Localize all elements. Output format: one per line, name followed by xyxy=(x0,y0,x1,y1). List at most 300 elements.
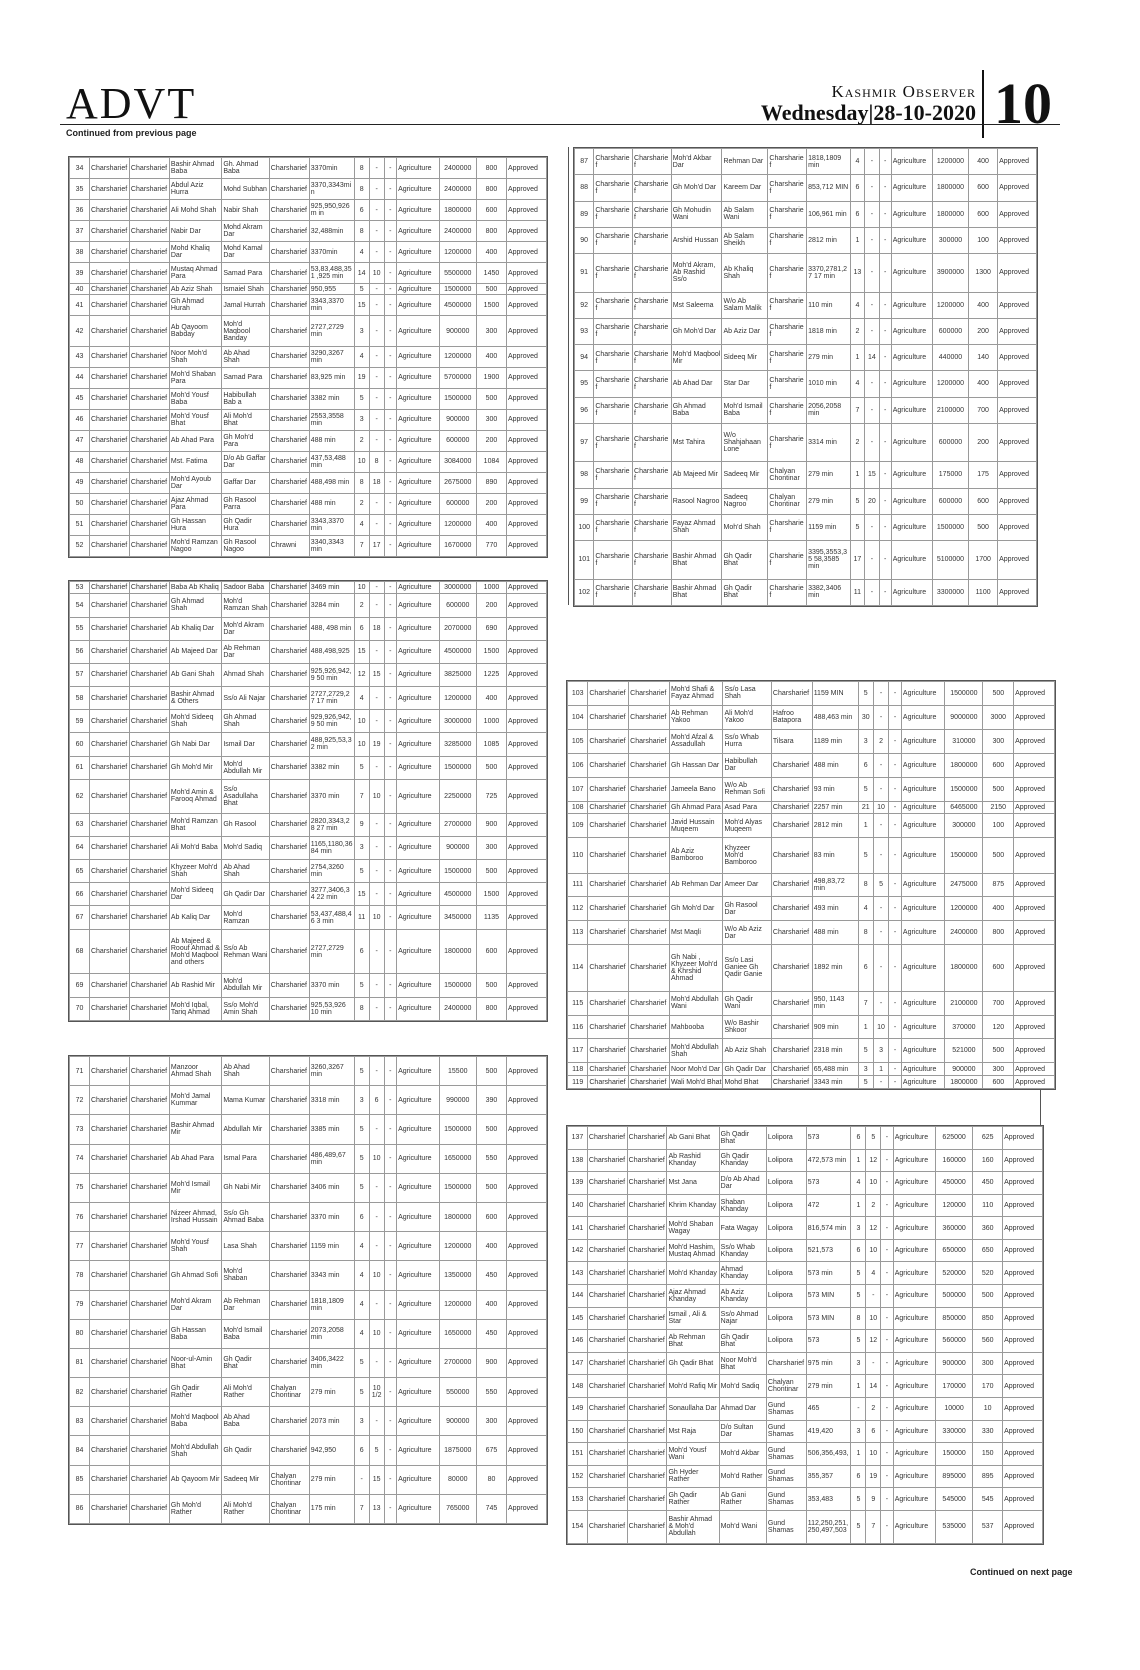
table-row xyxy=(568,873,1055,897)
table-cell: Charsharief xyxy=(89,158,129,179)
table-cell: 200 xyxy=(476,430,506,451)
table-cell: Moh'd Ismail Baba xyxy=(722,397,768,423)
table-cell: - xyxy=(879,462,891,488)
table-cell: 4 xyxy=(354,242,369,263)
table-cell: - xyxy=(369,836,384,859)
table-cell: Gh Qadir Bhat xyxy=(719,1127,766,1150)
table-cell: Charsharief xyxy=(89,295,129,316)
table-cell: 573 xyxy=(806,1330,851,1353)
table-cell: 108 xyxy=(568,801,588,814)
table-cell: Agriculture xyxy=(397,221,439,242)
table-cell: Charsharief xyxy=(771,921,812,945)
table-cell: Gh Qadir Khanday xyxy=(719,1149,766,1172)
table-cell: Approved xyxy=(506,451,546,472)
table-cell: Agriculture xyxy=(893,1488,935,1511)
table-cell: 2056,2058 min xyxy=(807,397,851,423)
table-cell: 3385 min xyxy=(309,1115,354,1144)
table-cell: 75 xyxy=(70,1173,90,1202)
table-row xyxy=(70,710,547,733)
table-cell: 116 xyxy=(568,1015,588,1039)
table-cell: Approved xyxy=(1003,1262,1043,1285)
table-cell: Approved xyxy=(506,221,546,242)
table-cell: 6 xyxy=(850,201,865,227)
table-cell: 5100000 xyxy=(932,541,968,580)
table-cell: - xyxy=(384,594,396,617)
table-cell: 3 xyxy=(873,1039,888,1063)
table-cell: - xyxy=(369,1057,384,1086)
table-cell: D/o Ab Ahad Dar xyxy=(719,1172,766,1195)
table-cell: Approved xyxy=(1003,1375,1043,1398)
table-cell: Approved xyxy=(1003,1330,1043,1353)
table-cell: - xyxy=(879,292,891,318)
table-cell: Agriculture xyxy=(397,779,439,813)
table-cell: - xyxy=(873,814,888,838)
table-cell: 149 xyxy=(568,1397,588,1420)
table-cell: Charsharief xyxy=(129,409,169,430)
table-cell: 3343,3370 min xyxy=(309,295,354,316)
table-cell: Charsharief xyxy=(129,535,169,556)
table-cell: Charsharief xyxy=(89,367,129,388)
table-cell: 80 xyxy=(476,1465,506,1494)
table-cell: 890 xyxy=(476,472,506,493)
table-cell: - xyxy=(384,860,396,883)
table-cell: 80000 xyxy=(439,1465,476,1494)
table-cell: Moh'd Sadiq xyxy=(222,836,269,859)
table-cell: Charsharief xyxy=(129,158,169,179)
table-cell: Agriculture xyxy=(901,1015,944,1039)
table-cell: 6 xyxy=(354,200,369,221)
table-cell: 4 xyxy=(850,149,865,175)
table-cell: - xyxy=(369,1407,384,1436)
table-cell: Charsharief xyxy=(89,200,129,221)
table-cell: - xyxy=(369,582,384,594)
table-cell: 300 xyxy=(476,1407,506,1436)
table-cell: Charsharief xyxy=(269,1407,309,1436)
table-cell: Rehman Dar xyxy=(722,149,768,175)
table-cell: Lolipora xyxy=(766,1172,806,1195)
table-cell: Agriculture xyxy=(901,991,944,1015)
table-cell: Ss/o Ali Najar xyxy=(222,687,269,710)
table-cell: Approved xyxy=(1014,1076,1055,1089)
table-cell: 400 xyxy=(476,1290,506,1319)
table-cell: 43 xyxy=(70,346,90,367)
table-cell: - xyxy=(369,200,384,221)
table-cell: Charsharief xyxy=(269,1348,309,1377)
table-cell: 440000 xyxy=(932,345,968,371)
table-cell: 1200000 xyxy=(932,149,968,175)
table-cell: 800 xyxy=(476,179,506,200)
table-cell: Charsharief xyxy=(588,897,629,921)
table-cell: Charsharief xyxy=(129,1494,169,1523)
table-cell: 40 xyxy=(70,284,90,295)
table-cell: - xyxy=(865,318,880,344)
table-cell: Charsharief xyxy=(627,1375,667,1398)
table-cell: - xyxy=(369,158,384,179)
table-cell: - xyxy=(866,1285,881,1308)
table-cell: 1500000 xyxy=(439,1115,476,1144)
table-row xyxy=(575,514,1037,540)
table-cell: 6 xyxy=(858,753,873,777)
table-row xyxy=(575,292,1037,318)
table-cell: 2400000 xyxy=(439,221,476,242)
publication-date: Wednesday|28-10-2020 xyxy=(760,100,976,125)
table-cell: Gund Shamas xyxy=(766,1420,806,1443)
table-cell: Charsharief xyxy=(129,1261,169,1290)
column-divider xyxy=(568,147,569,605)
table-cell: 138 xyxy=(568,1149,588,1172)
table-cell: Charsharief xyxy=(269,284,309,295)
table-cell: Approved xyxy=(506,1144,546,1173)
table-cell: 300 xyxy=(983,729,1014,753)
table-cell: 400 xyxy=(476,1232,506,1261)
table-cell: 86 xyxy=(70,1494,90,1523)
table-cell: - xyxy=(384,997,396,1020)
table-cell: 1875000 xyxy=(439,1436,476,1465)
table-cell: Charsharief xyxy=(89,1407,129,1436)
table-cell: Charsharief xyxy=(588,801,629,814)
table-cell: Charsharief xyxy=(269,472,309,493)
table-cell: Approved xyxy=(506,388,546,409)
table-cell: Approved xyxy=(1014,873,1055,897)
table-cell: Charsharief xyxy=(587,1465,627,1488)
table-cell: Charsharief xyxy=(587,1127,627,1150)
table-cell: Charsharief xyxy=(771,873,812,897)
table-cell: Charsharief xyxy=(129,284,169,295)
table-cell: 488,925,53,32 min xyxy=(309,733,354,756)
table-cell: Charsharief xyxy=(587,1172,627,1195)
table-cell: Approved xyxy=(998,318,1037,344)
table-cell: - xyxy=(384,836,396,859)
table-cell: 200 xyxy=(969,318,998,344)
table-cell: - xyxy=(369,1290,384,1319)
table-cell: Agriculture xyxy=(397,617,439,640)
table-cell: - xyxy=(369,284,384,295)
table-cell: 450000 xyxy=(935,1172,972,1195)
table-cell: 120 xyxy=(983,1015,1014,1039)
table-cell: Charsharief xyxy=(129,1232,169,1261)
table-cell: Charsharief xyxy=(129,493,169,514)
table-cell: 500 xyxy=(476,1173,506,1202)
table-row xyxy=(568,1397,1043,1420)
table-cell: Mohd Kamal Dar xyxy=(222,242,269,263)
table-cell: Charsharief xyxy=(587,1239,627,1262)
table-cell: 1700 xyxy=(969,541,998,580)
table-cell: Charsharief xyxy=(129,906,169,929)
table-cell: Charsharief xyxy=(768,397,807,423)
table-cell: - xyxy=(384,430,396,451)
table-cell: 472 xyxy=(806,1194,851,1217)
table-row xyxy=(70,367,547,388)
table-row xyxy=(568,1285,1043,1308)
table-cell: Agriculture xyxy=(397,1407,439,1436)
table-cell: Charsharief xyxy=(269,1202,309,1231)
table-row xyxy=(70,263,547,284)
table-cell: 5 xyxy=(354,1115,369,1144)
table-cell: Charsharief xyxy=(594,292,633,318)
table-cell: 3370 min xyxy=(309,1202,354,1231)
table-cell: 300 xyxy=(476,409,506,430)
table-cell: 5 xyxy=(354,860,369,883)
table-cell: Charsharief xyxy=(89,388,129,409)
table-cell: 93 xyxy=(575,318,594,344)
table-cell: 5 xyxy=(866,1127,881,1150)
table-row xyxy=(70,1057,547,1086)
table-cell: Approved xyxy=(506,1378,546,1407)
table-cell: Charsharief xyxy=(633,149,672,175)
table-cell: - xyxy=(369,430,384,451)
table-cell: Ss/o Moh'd Amin Shah xyxy=(222,997,269,1020)
table-row xyxy=(575,345,1037,371)
table-cell: Charsharief xyxy=(771,945,812,991)
table-cell: 600000 xyxy=(439,594,476,617)
table-cell: Agriculture xyxy=(893,1217,935,1240)
table-cell: 488 min xyxy=(812,921,858,945)
table-cell: 4 xyxy=(354,346,369,367)
table-cell: Charsharief xyxy=(129,1290,169,1319)
table-cell: 73 xyxy=(70,1115,90,1144)
table-cell: Agriculture xyxy=(891,201,932,227)
table-cell: Agriculture xyxy=(891,318,932,344)
table-cell: Charsharief xyxy=(89,710,129,733)
table-cell: 900000 xyxy=(439,836,476,859)
table-cell: Charsharief xyxy=(633,318,672,344)
table-cell: - xyxy=(369,1173,384,1202)
table-cell: Moh'd Ramzan Nagoo xyxy=(169,535,221,556)
table-cell: - xyxy=(369,514,384,535)
table-cell: 8 xyxy=(858,921,873,945)
table-cell: Charsharief xyxy=(633,201,672,227)
table-cell: 200 xyxy=(476,493,506,514)
table-cell: 4 xyxy=(866,1262,881,1285)
table-cell: 3 xyxy=(354,836,369,859)
table-cell: - xyxy=(384,409,396,430)
table-cell: Charsharief xyxy=(587,1149,627,1172)
table-cell: 10 xyxy=(369,1319,384,1348)
table-cell: Charsharief xyxy=(89,836,129,859)
table-cell: 925,950,926m in xyxy=(309,200,354,221)
table-cell: 3343 min xyxy=(812,1076,858,1089)
table-cell: 115 xyxy=(568,991,588,1015)
table-cell: Agriculture xyxy=(397,179,439,200)
table-cell: Agriculture xyxy=(901,1076,944,1089)
table-cell: 74 xyxy=(70,1144,90,1173)
table-cell: Moh'd Abdullah Wani xyxy=(669,991,723,1015)
table-cell: 1159 MIN xyxy=(812,682,858,706)
table-cell: - xyxy=(384,1173,396,1202)
table-cell: Charsharief xyxy=(269,1436,309,1465)
table-cell: Charsharief xyxy=(89,1290,129,1319)
table-row xyxy=(70,1261,547,1290)
table-cell: 112 xyxy=(568,897,588,921)
table-row xyxy=(568,921,1055,945)
table-cell: 625000 xyxy=(935,1127,972,1150)
table-cell: D/o Sultan Dar xyxy=(719,1420,766,1443)
table-cell: Ab Ahad Shah xyxy=(222,1057,269,1086)
table-cell: Agriculture xyxy=(901,729,944,753)
table-cell: 2070000 xyxy=(439,617,476,640)
table-cell: Ss/o Gh Ahmad Baba xyxy=(222,1202,269,1231)
table-cell: 895 xyxy=(973,1465,1003,1488)
table-cell: 55 xyxy=(70,617,90,640)
table-cell: Charsharief xyxy=(129,316,169,347)
table-cell: 3450000 xyxy=(439,906,476,929)
table-cell: Agriculture xyxy=(397,242,439,263)
table-cell: 119 xyxy=(568,1076,588,1089)
table-cell: 450 xyxy=(476,1319,506,1348)
table-cell: Approved xyxy=(506,346,546,367)
table-cell: Fayaz Ahmad Shah xyxy=(671,514,722,540)
table-cell: 850 xyxy=(973,1307,1003,1330)
table-cell: 50 xyxy=(70,493,90,514)
table-cell: 170 xyxy=(973,1375,1003,1398)
table-cell: 13 xyxy=(850,254,865,293)
table-cell: Ab Khaliq Dar xyxy=(169,617,221,640)
table-cell: 83,925 min xyxy=(309,367,354,388)
table-cell: 488 min xyxy=(309,430,354,451)
table-row xyxy=(70,1378,547,1407)
table-cell: Charsharief xyxy=(269,1115,309,1144)
table-cell: 15500 xyxy=(439,1057,476,1086)
table-cell: Ajaz Ahmad Khanday xyxy=(667,1285,719,1308)
table-cell: - xyxy=(384,284,396,295)
table-row xyxy=(70,1115,547,1144)
table-cell: - xyxy=(384,535,396,556)
table-cell: Charsharief xyxy=(89,1348,129,1377)
table-cell: 200 xyxy=(969,423,998,462)
table-cell: 3277,3406,34 22 min xyxy=(309,883,354,906)
table-cell: Approved xyxy=(998,541,1037,580)
table-cell: 141 xyxy=(568,1217,588,1240)
table-cell: 1135 xyxy=(476,906,506,929)
table-cell: 2727,2729,27 17 min xyxy=(309,687,354,710)
table-row xyxy=(568,1352,1043,1375)
table-cell: Nabir Dar xyxy=(169,221,221,242)
table-cell: 2257 min xyxy=(812,801,858,814)
table-cell: W/o Bashir Shkoor xyxy=(723,1015,771,1039)
table-cell: 3 xyxy=(851,1420,866,1443)
table-cell: Charsharief xyxy=(129,860,169,883)
table-cell: - xyxy=(384,179,396,200)
table-cell: 6 xyxy=(354,1202,369,1231)
table-row xyxy=(568,1172,1043,1195)
table-cell: Charsharief xyxy=(269,263,309,284)
table-cell: 10 xyxy=(866,1239,881,1262)
table-cell: Charsharief xyxy=(129,779,169,813)
table-cell: 175 min xyxy=(309,1494,354,1523)
table-cell: Charsharief xyxy=(129,295,169,316)
table-cell: Approved xyxy=(1003,1488,1043,1511)
table-cell: 900000 xyxy=(439,316,476,347)
table-cell: Charsharief xyxy=(129,663,169,686)
table-cell: 300 xyxy=(983,1063,1014,1076)
table-cell: 2250000 xyxy=(439,779,476,813)
table-cell: 3370min xyxy=(309,242,354,263)
table-cell: Agriculture xyxy=(397,451,439,472)
table-cell: Lasa Shah xyxy=(222,1232,269,1261)
table-cell: Samad Para xyxy=(222,263,269,284)
table-cell: 600 xyxy=(969,488,998,514)
table-cell: Gh Rasool Parra xyxy=(222,493,269,514)
table-cell: 1500000 xyxy=(945,777,983,801)
table-row xyxy=(70,594,547,617)
table-cell: Charsharief xyxy=(587,1262,627,1285)
table-cell: Agriculture xyxy=(397,263,439,284)
table-cell: Approved xyxy=(506,1202,546,1231)
table-cell: - xyxy=(384,1319,396,1348)
table-cell: - xyxy=(369,388,384,409)
table-cell: Charsharief xyxy=(627,1465,667,1488)
table-cell: 106,961 min xyxy=(807,201,851,227)
table-cell: - xyxy=(369,640,384,663)
table-cell: - xyxy=(369,883,384,906)
table-cell: Charsharief xyxy=(771,801,812,814)
table-cell: 11 xyxy=(354,906,369,929)
table-cell: 3382 min xyxy=(309,756,354,779)
table-cell: Approved xyxy=(998,149,1037,175)
table-cell: Approved xyxy=(506,1465,546,1494)
table-cell: 12 xyxy=(866,1149,881,1172)
table-cell: Star Dar xyxy=(722,371,768,397)
table-cell: - xyxy=(881,1262,893,1285)
table-cell: 99 xyxy=(575,488,594,514)
table-row xyxy=(568,753,1055,777)
table-row xyxy=(568,838,1055,873)
table-cell: 154 xyxy=(568,1510,588,1543)
table-cell: - xyxy=(384,756,396,779)
table-cell: - xyxy=(889,838,902,873)
table-cell: Charsharief xyxy=(768,201,807,227)
table-cell: - xyxy=(879,318,891,344)
table-cell: 521000 xyxy=(945,1039,983,1063)
table-cell: Charsharief xyxy=(89,1144,129,1173)
table-row xyxy=(568,1076,1055,1089)
table-cell: Charsharief xyxy=(629,753,670,777)
table-cell: 47 xyxy=(70,430,90,451)
table-cell: W/o Ab Salam Malik xyxy=(722,292,768,318)
table-cell: 8 xyxy=(354,997,369,1020)
table-cell: 1 xyxy=(858,814,873,838)
table-cell: 152 xyxy=(568,1465,588,1488)
table-cell: 109 xyxy=(568,814,588,838)
table-cell: Charsharief xyxy=(588,1063,629,1076)
table-row xyxy=(70,756,547,779)
table-cell: Approved xyxy=(506,779,546,813)
table-cell: Moh'd Rafiq Mir xyxy=(667,1375,719,1398)
table-cell: Charsharief xyxy=(768,318,807,344)
table-cell: Agriculture xyxy=(893,1465,935,1488)
table-cell: - xyxy=(865,227,880,253)
table-cell: 80 xyxy=(70,1319,90,1348)
table-cell: 20 xyxy=(865,488,880,514)
table-cell: Gh Nabi , Khyzeer Moh'd & Khrshid Ahmad xyxy=(669,945,723,991)
table-cell: Gh Qadir Bhat xyxy=(719,1330,766,1353)
table-cell: - xyxy=(369,997,384,1020)
table-cell: - xyxy=(881,1510,893,1543)
table-cell: - xyxy=(384,640,396,663)
table-cell: 1500000 xyxy=(439,860,476,883)
table-cell: 10000 xyxy=(935,1397,972,1420)
table-cell: Approved xyxy=(506,756,546,779)
table-cell: 853,712 MIN xyxy=(807,175,851,201)
table-cell: Moh'd Abdullah Shah xyxy=(669,1039,723,1063)
table-cell: 3395,3553,35 58,3585 min xyxy=(807,541,851,580)
table-cell: 3 xyxy=(858,1063,873,1076)
table-cell: Charsharief xyxy=(129,1086,169,1115)
table-cell: - xyxy=(865,201,880,227)
table-cell: Charsharief xyxy=(129,179,169,200)
table-cell: 10 xyxy=(369,1144,384,1173)
table-cell: Ali Moh'd Yakoo xyxy=(723,705,771,729)
